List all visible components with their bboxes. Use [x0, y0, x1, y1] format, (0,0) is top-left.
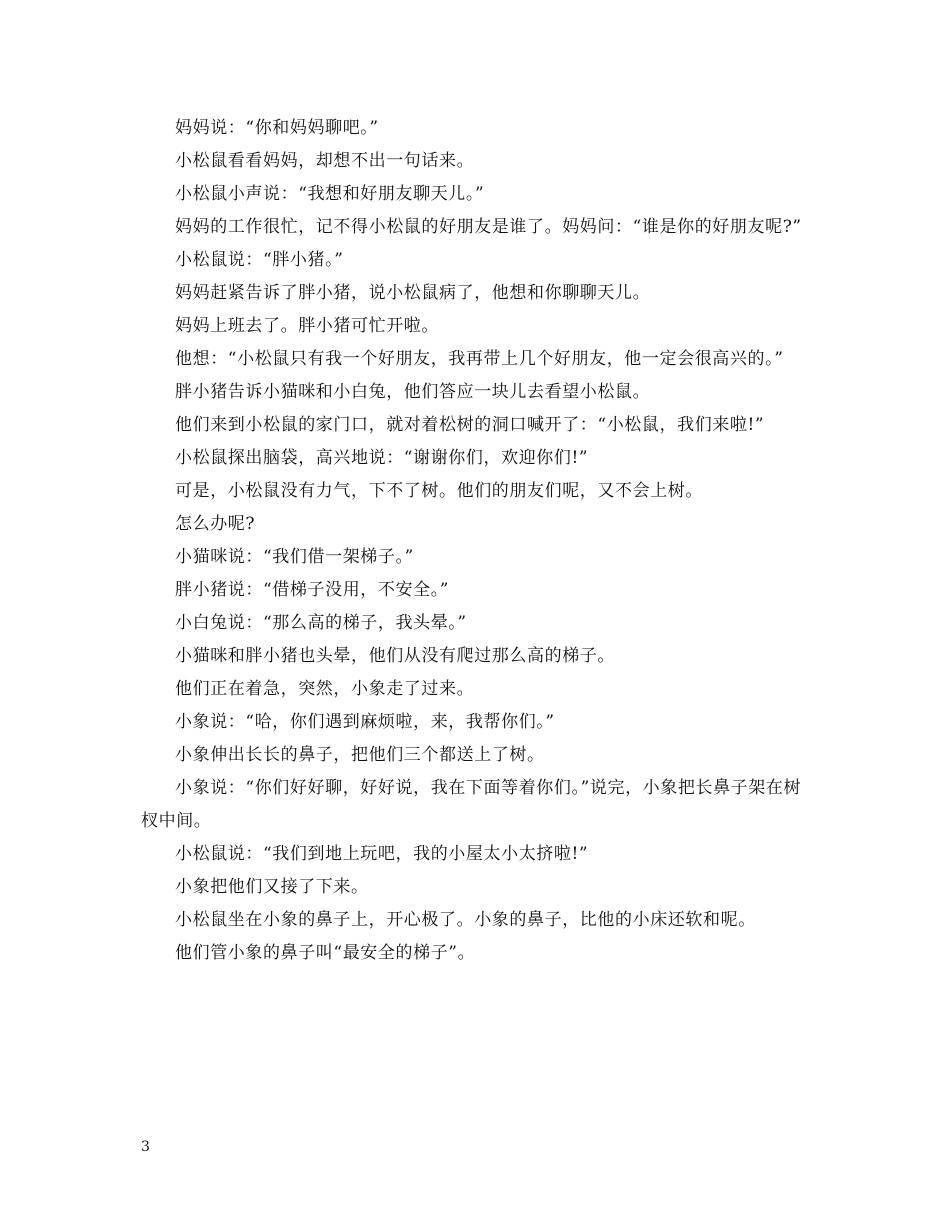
paragraph-6: 妈妈赶紧告诉了胖小猪，说小松鼠病了，他想和你聊聊天儿。	[175, 283, 651, 303]
paragraph-2: 小松鼠看看妈妈，却想不出一句话来。	[175, 151, 475, 171]
paragraph-25: 他们管小象的鼻子叫“最安全的梯子”。	[175, 943, 476, 963]
paragraph-5: 小松鼠说：“胖小猪。”	[175, 250, 344, 270]
paragraph-14: 小猫咪说：“我们借一架梯子。”	[175, 547, 414, 567]
paragraph-19: 小象说：“哈，你们遇到麻烦啦，来，我帮你们。”	[175, 712, 555, 732]
paragraph-16: 小白兔说：“那么高的梯子，我头晕。”	[175, 613, 467, 633]
paragraph-12: 可是，小松鼠没有力气，下不了树。他们的朋友们呢，又不会上树。	[175, 481, 703, 501]
paragraph-8: 他想：“小松鼠只有我一个好朋友，我再带上几个好朋友，他一定会很高兴的。”	[175, 349, 784, 369]
paragraph-20: 小象伸出长长的鼻子，把他们三个都送上了树。	[175, 745, 545, 765]
paragraph-9: 胖小猪告诉小猫咪和小白兔，他们答应一块儿去看望小松鼠。	[175, 382, 651, 402]
paragraph-24: 小松鼠坐在小象的鼻子上，开心极了。小象的鼻子，比他的小床还软和呢。	[175, 910, 756, 930]
paragraph-17: 小猫咪和胖小猪也头晕，他们从没有爬过那么高的梯子。	[175, 646, 615, 666]
paragraph-3: 小松鼠小声说：“我想和好朋友聊天儿。”	[175, 184, 485, 204]
paragraph-10: 他们来到小松鼠的家门口，就对着松树的洞口喊开了：“小松鼠，我们来啦!”	[175, 415, 765, 435]
paragraph-23: 小象把他们又接了下来。	[175, 877, 369, 897]
paragraph-13: 怎么办呢?	[175, 514, 256, 534]
paragraph-22: 小松鼠说：“我们到地上玩吧，我的小屋太小太挤啦!”	[175, 844, 589, 864]
paragraph-21: 小象说：“你们好好聊，好好说，我在下面等着你们。”说完，小象把长鼻子架在树杈中间。	[141, 778, 802, 831]
page-number: 3	[141, 1139, 150, 1155]
paragraph-15: 胖小猪说：“借梯子没用，不安全。”	[175, 580, 450, 600]
paragraph-4: 妈妈的工作很忙，记不得小松鼠的好朋友是谁了。妈妈问：“谁是你的好朋友呢?”	[175, 217, 802, 237]
paragraph-1: 妈妈说：“你和妈妈聊吧。”	[175, 118, 379, 138]
paragraph-11: 小松鼠探出脑袋，高兴地说：“谢谢你们，欢迎你们!”	[175, 448, 589, 468]
paragraph-7: 妈妈上班去了。胖小猪可忙开啦。	[175, 316, 439, 336]
story-body	[141, 112, 811, 970]
paragraph-18: 他们正在着急，突然，小象走了过来。	[175, 679, 475, 699]
